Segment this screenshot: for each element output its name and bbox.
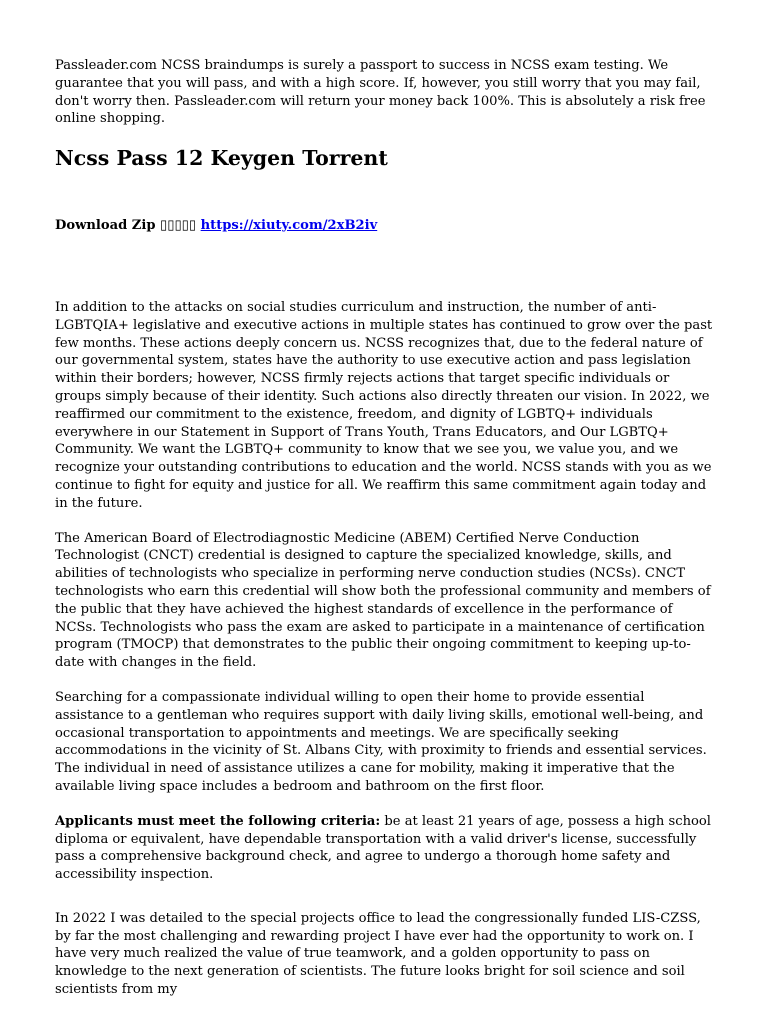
paragraph-abem-cnct: The American Board of Electrodiagnostic Medicine (ABEM) Certified Nerve Conduction Technologist (CNCT) credential is designed to capture the specialized knowledge, skills, and abilities of technologists who specialize in performing nerve conduction studies (NCSs). CNCT technologists who earn this credential will show both the professional community and members of the public that they have achieved the highest standards of excellence in the performance of NCSs. Technologists who pass the exam are asked to participate in a maintenance of certification program (TMOCP) that demonstrates to the public their ongoing commitment to keeping up-to-date with changes in the field. [55, 530, 711, 671]
download-line [55, 217, 715, 235]
paragraph-ncss-statement: In addition to the attacks on social studies curriculum and instruction, the number of anti-LGBTQIA+ legislative and executive actions in multiple states has continued to grow over the past few months. These actions deeply concern us. NCSS recognizes that, due to the federal nature of our governmental system, states have the authority to use executive action and pass legislation within their borders; however, NCSS firmly rejects actions that target specific individuals or groups simply because of their identity. Such actions also directly threaten our vision. In 2022, we reaffirmed our commitment to the existence, freedom, and dignity of LGBTQ+ individuals everywhere in our Statement in Support of Trans Youth, Trans Educators, and Our LGBTQ+ Community. We want the LGBTQ+ community to know that we see you, we value you, and we recognize your outstanding contributions to education and the world. NCSS stands with you as we continue to fight for equity and justice for all. We reaffirm this same commitment again today and in the future. [55, 299, 713, 511]
criteria-paragraph [55, 813, 715, 884]
intro-paragraph: Passleader.com NCSS braindumps is surely a passport to success in NCSS exam testing. We guarantee that you will pass, and with a high score. If, however, you still worry that you may fail, don't worry then. Passleader.com will return your money back 100%. This is absolutely a risk free online shopping. [55, 58, 706, 127]
download-link[interactable]: https://xiuty.com/2xB2iv [200, 218, 378, 234]
criteria-text: be at least 21 years of age, possess a high school diploma or equivalent, have dependable transportation with a valid driver's license, successfully pass a comprehensive background check, and agree to undergo a thorough home safety and accessibility inspection. [55, 813, 711, 883]
criteria-label: Applicants must meet the following criteria: [55, 813, 381, 829]
paragraph-housing-search: Searching for a compassionate individual willing to open their home to provide essential assistance to a gentleman who requires support with daily living skills, emotional well-being, and occasional transportation to appointments and meetings. We are specifically seeking accommodations in the vicinity of St. Albans City, with proximity to friends and essential services. The individual in need of assistance utilizes a cane for mobility, making it imperative that the available living space includes a bedroom and bathroom on the first floor. [55, 689, 707, 794]
paragraph-lis-czss: In 2022 I was detailed to the special projects office to lead the congressionally funded LIS-CZSS, by far the most challenging and rewarding project I have ever had the opportunity to work on. I have very much realized the value of true teamwork, and a golden opportunity to pass on knowledge to the next generation of scientists. The future looks bright for soil science and soil scientists from my [55, 910, 701, 998]
arrow-glyphs: ▯▯▯▯▯ [160, 218, 197, 234]
page-title: Ncss Pass 12 Keygen Torrent [55, 146, 388, 171]
download-label: Download Zip [55, 218, 156, 234]
